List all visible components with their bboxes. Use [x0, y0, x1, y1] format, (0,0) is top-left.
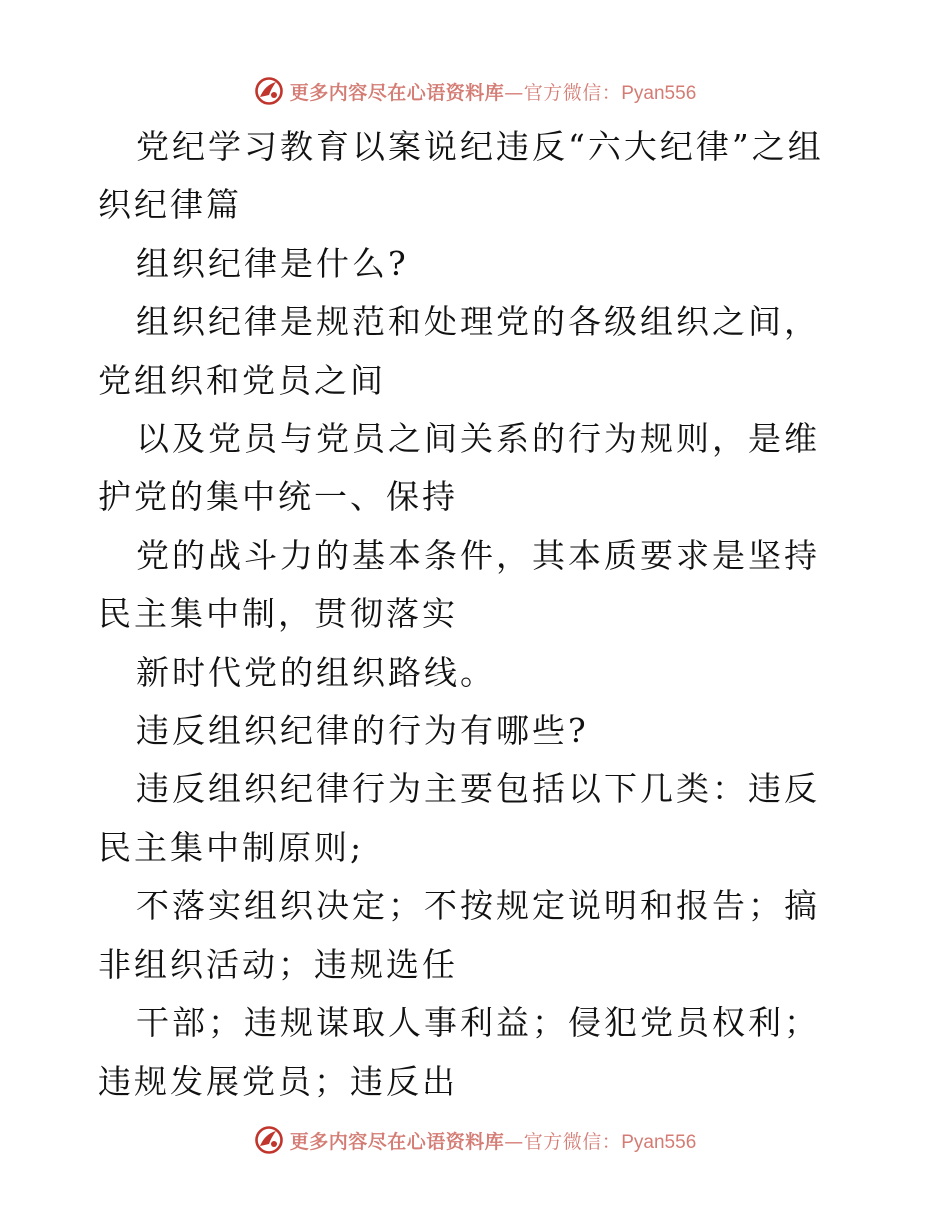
paragraph: 以及党员与党员之间关系的行为规则，是维护党的集中统一、保持	[98, 419, 820, 517]
document-body	[98, 118, 850, 1111]
paragraph: 组织纪律是什么?	[136, 243, 409, 283]
paragraph: 违反组织纪律的行为有哪些?	[136, 711, 589, 751]
brand-logo-icon	[254, 1125, 284, 1155]
paragraph: 违反组织纪律行为主要包括以下几类：违反民主集中制原则;	[98, 769, 820, 867]
footer-watermark	[0, 1122, 950, 1158]
footer-watermark-text: 更多内容尽在心语资料库—官方微信：Pyan556	[289, 1130, 697, 1153]
document-title: 党纪学习教育以案说纪违反“六大纪律”之组织纪律篇	[98, 127, 824, 225]
header-watermark	[0, 73, 950, 109]
paragraph: 党的战斗力的基本条件，其本质要求是坚持民主集中制，贯彻落实	[98, 535, 820, 634]
paragraph: 不落实组织决定；不按规定说明和报告；搞非组织活动；违规选任	[98, 886, 820, 984]
paragraph: 新时代党的组织路线。	[136, 652, 496, 692]
paragraph: 干部；违规谋取人事利益；侵犯党员权利；违规发展党员；违反出	[98, 1003, 820, 1101]
brand-logo-icon	[254, 76, 284, 106]
paragraph: 组织纪律是规范和处理党的各级组织之间，党组织和党员之间	[98, 302, 820, 400]
header-watermark-text: 更多内容尽在心语资料库—官方微信：Pyan556	[289, 81, 697, 104]
